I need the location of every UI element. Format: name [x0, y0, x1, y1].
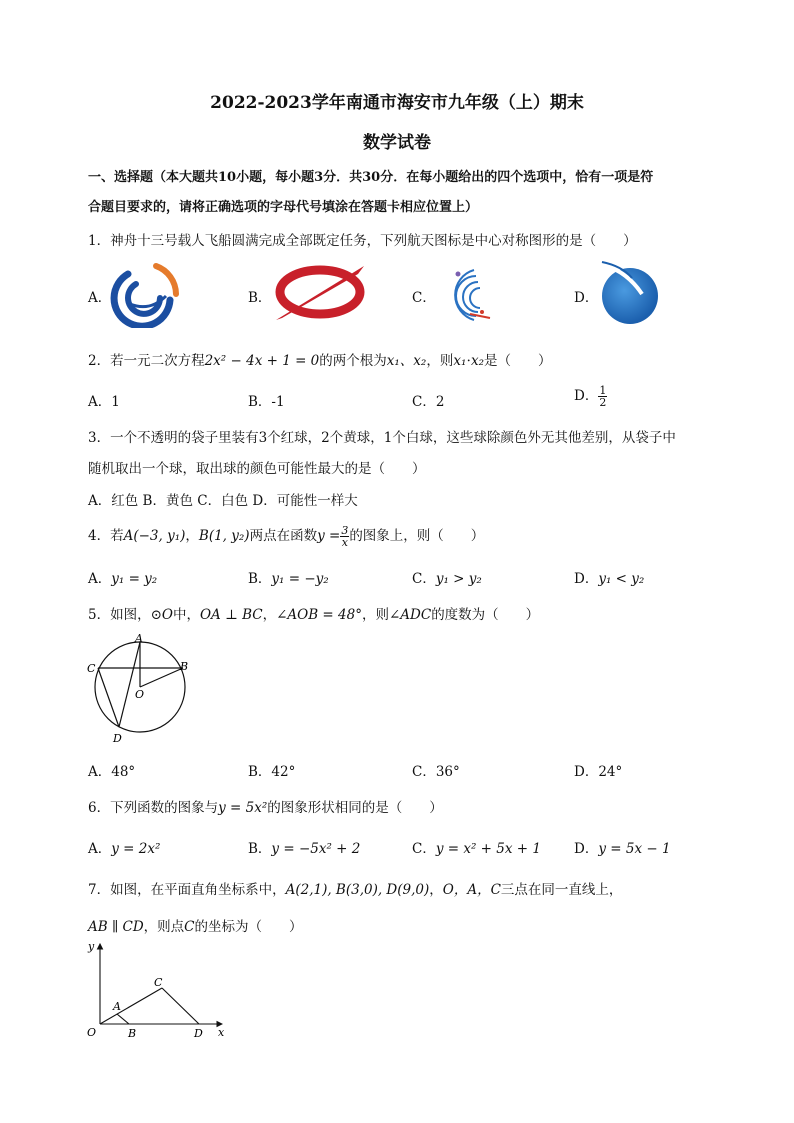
q5-sep: ，	[262, 607, 277, 623]
q1-option-c-emblem-icon	[434, 262, 496, 326]
q1-option-b-label: B．	[248, 290, 272, 306]
q4-stem-c: 的图象上，则（ ）	[349, 528, 485, 544]
exam-title: 2022-2023学年南通市海安市九年级（上）期末	[210, 93, 584, 113]
option-label: A．	[88, 841, 112, 857]
q5-stem-d: 的度数为（ ）	[431, 607, 540, 623]
label-c: C	[87, 662, 96, 675]
q1-option-d-label: D．	[574, 290, 599, 306]
option-label: C．	[412, 841, 436, 857]
q5-circle: ⊙O	[150, 607, 173, 623]
axis-y-label: y	[88, 940, 95, 953]
question-4-stem	[88, 524, 484, 548]
q5-option-a: A．48°	[88, 764, 136, 780]
q2-roots: x₁、x₂	[386, 353, 427, 369]
q4-point-b: B(1, y₂)	[198, 528, 250, 544]
question-7-stem	[88, 878, 622, 898]
q5-option-b: B．42°	[248, 764, 296, 780]
q5-stem-b: 中，	[172, 607, 200, 623]
question-3-stem-cont: 随机取出一个球，取出球的颜色可能性最大的是（ ）	[88, 461, 426, 477]
label-d: D	[113, 732, 122, 745]
q2-option-b: B．-1	[248, 394, 285, 410]
q5-target: ∠ADC	[388, 607, 432, 623]
q6-stem-b: 的图象形状相同的是（ ）	[267, 800, 443, 816]
fraction-numerator: 3	[341, 524, 349, 537]
option-label: D．	[574, 841, 599, 857]
q7-stem-d: 的坐标为（ ）	[194, 919, 303, 935]
label-b: B	[128, 1027, 137, 1040]
q5-circle-diagram	[84, 630, 196, 746]
q4-option-b	[248, 567, 329, 587]
axis-x-label: x	[218, 1026, 225, 1039]
question-3-stem: 3．一个不透明的袋子里装有3个红球，2个黄球，1个白球，这些球除颜色外无其他差别，从袋子中	[88, 430, 676, 446]
label-c: C	[154, 976, 163, 989]
q2-equation: 2x² − 4x + 1 = 0	[204, 353, 320, 369]
q7-stem-a: 7．如图，在平面直角坐标系中，	[88, 882, 286, 898]
q7-cond: AB ∥ CD	[88, 919, 144, 935]
question-5-stem	[88, 603, 539, 623]
q1-option-b-emblem-icon	[272, 262, 368, 322]
q6-option-a	[88, 837, 160, 857]
q7-points: A(2,1), B(3,0), D(9,0)	[285, 882, 430, 898]
q4-option-d	[574, 567, 644, 587]
label-d: D	[194, 1027, 203, 1040]
q7-coordinate-diagram	[84, 938, 234, 1042]
q4-stem-a: 4．若	[88, 528, 124, 544]
question-1-stem: 1．神舟十三号载人飞船圆满完成全部既定任务，下列航天图标是中心对称图形的是（ ）	[88, 233, 637, 249]
q1-option-c-label: C．	[412, 290, 436, 306]
option-label: B．	[248, 571, 272, 587]
option-math: y₁ = y₂	[111, 571, 158, 587]
q4-func-lhs: y =	[317, 528, 341, 544]
label-o: O	[87, 1026, 97, 1039]
fraction-numerator: 1	[599, 384, 607, 397]
q6-stem-a: 6．下列函数的图象与	[88, 800, 219, 816]
q4-stem-b: 两点在函数	[249, 528, 318, 544]
q6-option-c	[412, 837, 541, 857]
exam-subtitle: 数学试卷	[363, 133, 431, 153]
q2-option-a: A．1	[88, 394, 120, 410]
q2-option-d-label: D．	[574, 388, 599, 404]
q1-option-d-emblem-icon	[596, 260, 660, 326]
section-header-cont: 合题目要求的，请将正确选项的字母代号填涂在答题卡相应位置上）	[88, 200, 479, 215]
option-label: A．	[88, 571, 112, 587]
option-math: y = 5x − 1	[598, 841, 671, 857]
q3-options: A．红色 B．黄色 C．白色 D．可能性一样大	[88, 493, 358, 509]
q6-option-b	[248, 837, 360, 857]
q2-product: x₁⋅x₂	[453, 353, 485, 369]
fraction-denominator: x	[341, 536, 348, 549]
option-math: y = 2x²	[111, 841, 161, 857]
label-o: O	[135, 688, 145, 701]
q4-option-a	[88, 567, 157, 587]
option-label: C．	[412, 571, 436, 587]
label-a: A	[135, 632, 143, 645]
q5-stem-c: ，则	[361, 607, 389, 623]
q7-stem-b: 三点在同一直线上，	[500, 882, 623, 898]
q4-option-c	[412, 567, 482, 587]
option-math: y = −5x² + 2	[271, 841, 361, 857]
q1-option-a-label: A．	[88, 290, 112, 306]
q5-cond2: ∠AOB = 48°	[276, 607, 362, 623]
option-label: D．	[574, 571, 599, 587]
q4-fraction	[340, 525, 349, 548]
question-7-stem-cont	[88, 915, 303, 935]
q7-point-c: C	[184, 919, 195, 935]
q2-stem-a: 2．若一元二次方程	[88, 353, 205, 369]
q2-stem-b: 的两个根为	[319, 353, 387, 369]
q5-option-d: D．24°	[574, 764, 623, 780]
q5-cond1: OA ⊥ BC	[199, 607, 263, 623]
option-math: y = x² + 5x + 1	[435, 841, 541, 857]
label-b: B	[180, 660, 189, 673]
fraction-denominator: 2	[599, 396, 607, 409]
q7-points-2: O，A，C	[442, 882, 501, 898]
q1-option-a-emblem-icon	[110, 260, 182, 328]
q4-sep: ，	[185, 528, 199, 544]
q2-stem-c: ，则	[426, 353, 454, 369]
q4-point-a: A(−3, y₁)	[123, 528, 186, 544]
q6-func: y = 5x²	[218, 800, 268, 816]
option-math: y₁ < y₂	[598, 571, 645, 587]
question-6-stem	[88, 796, 443, 816]
option-label: B．	[248, 841, 272, 857]
q5-stem-a: 5．如图，	[88, 607, 151, 623]
option-math: y₁ = −y₂	[271, 571, 329, 587]
q2-stem-d: 是（ ）	[484, 353, 552, 369]
q2-option-d	[574, 384, 607, 408]
q6-option-d	[574, 837, 671, 857]
q2-option-d-fraction	[598, 385, 607, 408]
q2-option-c: C．2	[412, 394, 445, 410]
q5-option-c: C．36°	[412, 764, 460, 780]
section-header: 一、选择题（本大题共10小题，每小题3分．共30分．在每小题给出的四个选项中，恰有一项是符	[88, 170, 654, 185]
label-a: A	[113, 1000, 121, 1013]
option-math: y₁ > y₂	[435, 571, 482, 587]
q7-sep: ，	[429, 882, 443, 898]
question-2-stem	[88, 349, 552, 369]
q7-stem-c: ，则点	[143, 919, 185, 935]
